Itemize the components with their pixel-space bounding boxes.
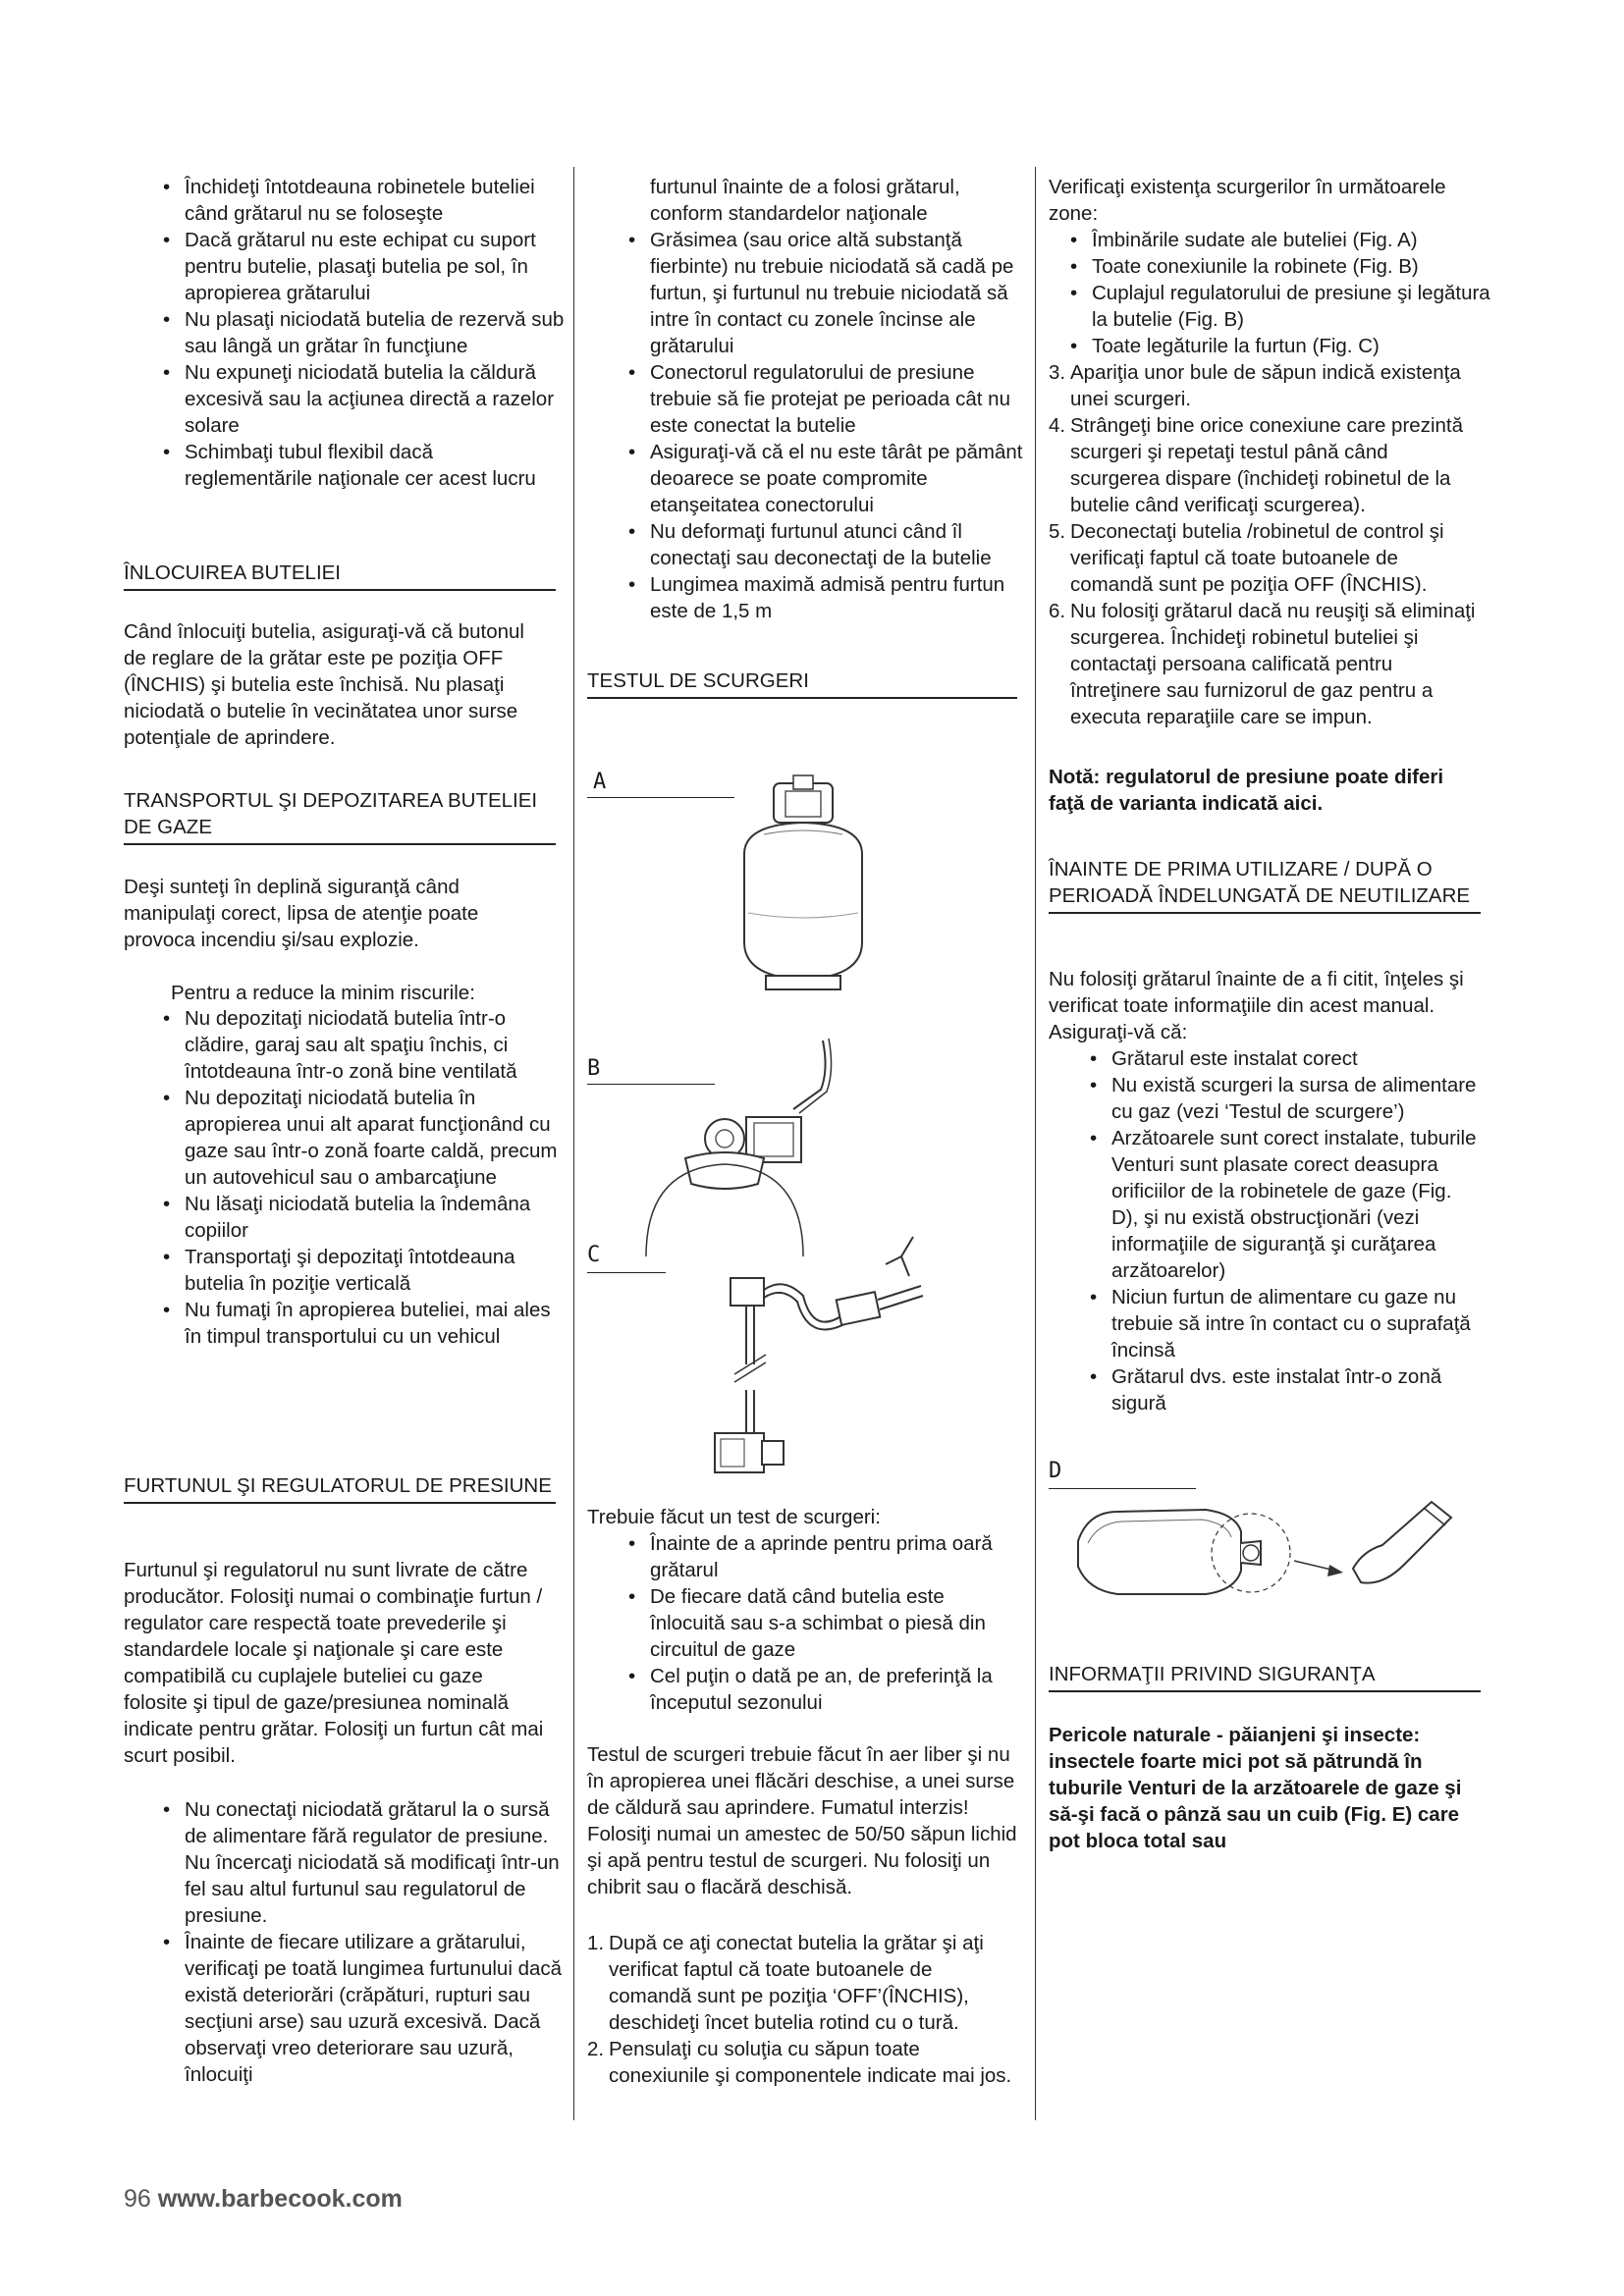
page-number: 96 — [124, 2185, 151, 2213]
list-item: • Cuplajul regulatorului de presiune şi legătura la butelie (Fig. B) — [1070, 280, 1502, 333]
paragraph-test-intro: Trebuie făcut un test de scurgeri: — [587, 1506, 881, 1528]
burner-venturi-illustration — [1058, 1492, 1481, 1620]
paragraph-continued: furtunul înainte de a folosi grătarul, conform standardelor naţionale — [650, 176, 960, 225]
figure-c-label: C — [587, 1243, 601, 1267]
list-item: • Nu lăsaţi niciodată butelia la îndemâna copiilor — [163, 1191, 568, 1244]
page-footer — [124, 2185, 403, 2214]
paragraph-leak-test: Testul de scurgeri trebuie făcut în aer liber şi nu în apropierea unei flăcări deschise, a unei surse de căldură sau aprindere. Fumatul interzis! Folosiţi numai un amestec de 50/50 săpun lichid şi apă pentru testul de scurgeri. Nu folosiţi un chibrit sau o flacără deschisă. — [587, 1743, 1017, 1898]
list-item: • Nu fumaţi în apropierea buteliei, mai ales în timpul transportului cu un vehicul — [163, 1297, 568, 1350]
list-item: • Nu deformaţi furtunul atunci când îl conectaţi sau deconectaţi de la butelie — [628, 518, 1031, 571]
note-regulator: Notă: regulatorul de presiune poate diferi faţă de varianta indicată aici. — [1049, 766, 1444, 815]
list-item: • Nu depozitaţi niciodată butelia într-o clădire, garaj sau alt spaţiu închis, ci întotdeauna într-o zonă bine ventilată — [163, 1005, 568, 1085]
figure-d-leader — [1049, 1488, 1196, 1489]
first-use-checklist — [1090, 1045, 1483, 1416]
list-item: • Grăsimea (sau orice altă substanţă fierbinte) nu trebuie niciodată să cadă pe furtun, şi furtunul nu trebuie niciodată să intre în contact cu zonele încinse ale grătarului — [628, 227, 1031, 359]
heading-before-first-use: ÎNAINTE DE PRIMA UTILIZARE / DUPĂ O PERIOADĂ ÎNDELUNGATĂ DE NEUTILIZARE — [1049, 856, 1481, 914]
list-item: • Lungimea maximă admisă pentru furtun este de 1,5 m — [628, 571, 1031, 624]
leak-test-steps-2 — [1049, 359, 1481, 730]
footer-url[interactable]: www.barbecook.com — [157, 2185, 403, 2213]
list-item: • Conectorul regulatorului de presiune trebuie să fie protejat pe perioada cât nu este conectat la butelie — [628, 359, 1031, 439]
list-item: • Nu conectaţi niciodată grătarul la o sursă de alimentare fără regulator de presiune. Nu încercaţi niciodată să modificaţi într-un fel sau altul furtunul sau regulatorul de presiune. — [163, 1796, 568, 1929]
paragraph-before-first-use: Nu folosiţi grătarul înainte de a fi citit, înţeles şi verificat toate informaţiile din acest manual. Asiguraţi-vă că: — [1049, 968, 1464, 1043]
list-item: • Îmbinările sudate ale buteliei (Fig. A) — [1070, 227, 1502, 253]
list-item: 4. Strângeţi bine orice conexiune care prezintă scurgeri şi repetaţi testul până când scurgerea dispare (închideţi robinetul de la butelie când verificaţi scurgerea). — [1049, 414, 1463, 516]
paragraph-safety-hazards: Pericole naturale - păianjeni şi insecte: insectele foarte mici pot să pătrundă în tuburile Venturi de la arzătoarele de gaze şi să-şi facă o pânză sau un cuib (Fig. E) care pot bloca total sau — [1049, 1724, 1462, 1852]
verify-zones-list — [1070, 227, 1502, 359]
hose-list — [163, 1796, 568, 2088]
list-item: • Nu plasaţi niciodată butelia de rezervă sub sau lângă un grătar în funcţiune — [163, 306, 566, 359]
figure-a-label: A — [593, 770, 607, 794]
list-item: • Înainte de a aprinde pentru prima oară grătarul — [628, 1530, 1021, 1583]
list-item: • Dacă grătarul nu este echipat cu suport pentru butelie, plasaţi butelia pe sol, în apropierea grătarului — [163, 227, 566, 306]
column-divider-1 — [573, 167, 574, 2120]
list-item: • Toate legăturile la furtun (Fig. C) — [1070, 333, 1502, 359]
list-item: • Nu expuneţi niciodată butelia la căldură excesivă sau la acţiunea directă a razelor solare — [163, 359, 566, 439]
paragraph-replace-cylinder: Când înlocuiţi butelia, asiguraţi-vă că butonul de reglare de la grătar este pe poziţia OFF (ÎNCHIS) şi butelia este închisă. Nu plasaţi niciodată o butelie în vecinătatea unor surse potenţiale de aprindere. — [124, 620, 524, 749]
list-item: 3. Apariţia unor bule de săpun indică existenţa unei scurgeri. — [1049, 361, 1461, 410]
list-item: • Grătarul dvs. este instalat într-o zonă sigură — [1090, 1363, 1483, 1416]
list-item: 6. Nu folosiţi grătarul dacă nu reuşiţi să eliminaţi scurgerea. Închideţi robinetul buteliei şi contactaţi persoana calificată pentru întreţinere sau furnizorul de gaz pentru a executa reparaţiile care se impun. — [1049, 600, 1476, 728]
list-item: • Cel puţin o dată pe an, de preferinţă la începutul sezonului — [628, 1663, 1021, 1716]
heading-leak-test: TESTUL DE SCURGERI — [587, 667, 1017, 699]
heading-safety-info: INFORMAŢII PRIVIND SIGURANŢA — [1049, 1661, 1481, 1692]
list-item: • Nu există scurgeri la sursa de alimentare cu gaz (vezi ‘Testul de scurgere’) — [1090, 1072, 1483, 1125]
column-divider-2 — [1035, 167, 1036, 2120]
list-item: • Închideţi întotdeauna robinetele buteliei când grătarul nu se foloseşte — [163, 174, 566, 227]
hose-care-list — [628, 227, 1031, 624]
list-item: 5. Deconectaţi butelia /robinetul de control şi verificaţi faptul că toate butoanele de comandă sunt pe poziţia OFF (ÎNCHIS). — [1049, 520, 1444, 596]
leak-test-steps-1 — [587, 1930, 1019, 2089]
list-item: • Asiguraţi-vă că el nu este târât pe pământ deoarece se poate compromite etanşeitatea conectorului — [628, 439, 1031, 518]
list-item: • Grătarul este instalat corect — [1090, 1045, 1483, 1072]
list-item: • Nu depozitaţi niciodată butelia în apropierea unui alt aparat funcţionând cu gaze sau într-o zonă foarte caldă, precum un autovehicul sau o ambarcaţiune — [163, 1085, 568, 1191]
list-item: • Arzătoarele sunt corect instalate, tuburile Venturi sunt plasate corect deasupra orificiilor de la robinetele de gaze (Fig. D), şi nu există obstrucţionări (vezi informaţiile de siguranţă şi curăţarea arzătoarelor) — [1090, 1125, 1483, 1284]
leak-test-when-list — [628, 1530, 1021, 1716]
hose-connection-illustration — [656, 1217, 950, 1492]
list-item: • Înainte de fiecare utilizare a grătarului, verificaţi pe toată lungimea furtunului dacă există deteriorări (crăpături, rupturi sau secţiuni arse) sau uzură excesivă. Dacă observaţi vreo deteriorare sau uzură, înlocuiţi — [163, 1929, 568, 2088]
list-item: 1. După ce aţi conectat butelia la grătar şi aţi verificat faptul că toate butoanele de comandă sunt pe poziţia ‘OFF’(ÎNCHIS), deschideţi încet butelia rotind cu o tură. — [587, 1932, 984, 2034]
list-item: 2. Pensulaţi cu soluţia cu săpun toate conexiunile şi componentele indicate mai jos. — [587, 2038, 1012, 2087]
transport-list — [163, 1005, 568, 1350]
list-item: • Schimbaţi tubul flexibil dacă reglementările naţionale cer acest lucru — [163, 439, 566, 492]
heading-hose-regulator: FURTUNUL ŞI REGULATORUL DE PRESIUNE — [124, 1472, 556, 1504]
list-item: • Niciun furtun de alimentare cu gaze nu trebuie să intre în contact cu o suprafaţă încinsă — [1090, 1284, 1483, 1363]
figure-d-label: D — [1049, 1459, 1062, 1483]
list-item: • De fiecare dată când butelia este înlocuită sau s-a schimbat o piesă din circuitul de gaze — [628, 1583, 1021, 1663]
list-item: • Toate conexiunile la robinete (Fig. B) — [1070, 253, 1502, 280]
paragraph-verify-zones: Verificaţi existenţa scurgerilor în următoarele zone: — [1049, 176, 1446, 225]
figure-c-leader — [587, 1272, 666, 1273]
cylinder-safety-list — [163, 174, 566, 492]
paragraph-reduce-risk: Pentru a reduce la minim riscurile: — [171, 982, 475, 1004]
paragraph-hose-regulator: Furtunul şi regulatorul nu sunt livrate de către producător. Folosiţi numai o combinaţie furtun / regulator care respectă toate prevederile şi standardele locale şi naţionale şi care este compatibilă cu cuplajele buteliei cu gaze folosite şi tipul de gaze/presiunea nominală indicate pentru grătar. Folosiţi un furtun cât mai scurt posibil. — [124, 1559, 544, 1767]
gas-cylinder-illustration — [705, 766, 901, 1001]
paragraph-transport: Deşi sunteţi în deplină siguranţă când manipulaţi corect, lipsa de atenţie poate provoca incendiu şi/sau explozie. — [124, 876, 479, 951]
heading-transport-storage: TRANSPORTUL ŞI DEPOZITAREA BUTELIEI DE GAZE — [124, 787, 556, 845]
figure-b-label: B — [587, 1056, 601, 1081]
heading-replace-cylinder: ÎNLOCUIREA BUTELIEI — [124, 560, 556, 591]
list-item: • Transportaţi şi depozitaţi întotdeauna butelia în poziţie verticală — [163, 1244, 568, 1297]
